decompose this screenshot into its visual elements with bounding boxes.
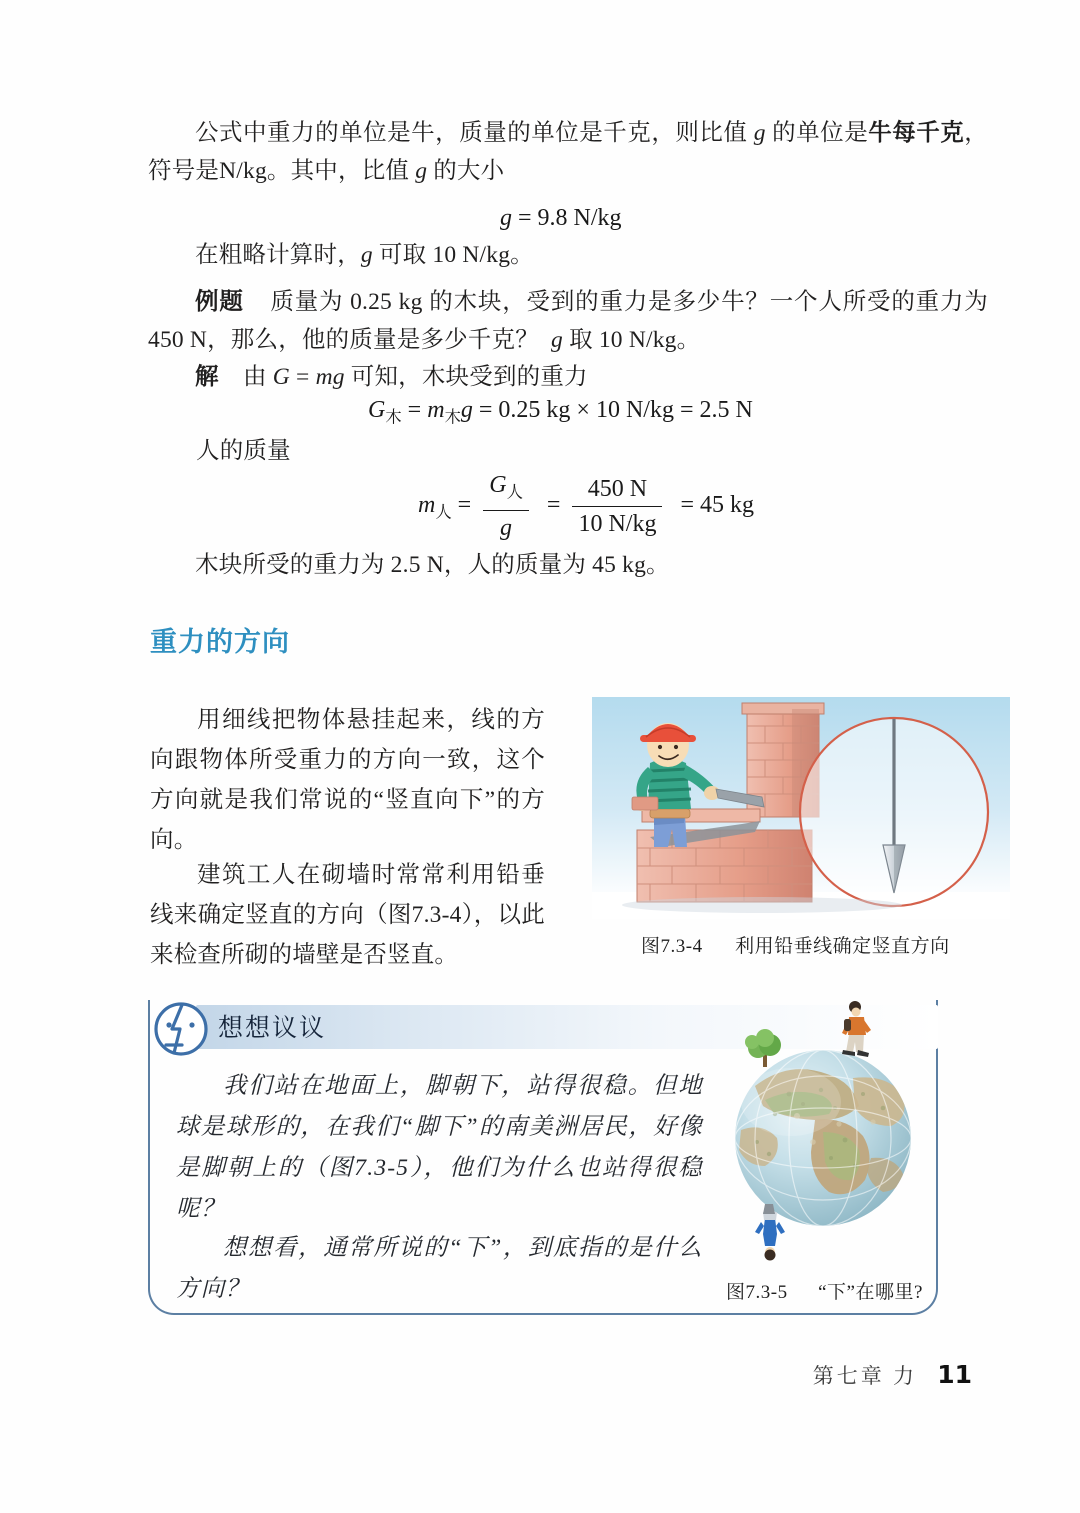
paragraph-string-direction: 用细线把物体悬挂起来，线的方向跟物体所受重力的方向一致，这个方向就是我们常说的“竖直向下”的方向。 bbox=[150, 707, 545, 853]
example-label: 例题 bbox=[195, 289, 244, 315]
paragraph-solution: 解 由 G = mg 可知，木块受到的重力 bbox=[195, 364, 588, 390]
figure-735-svg bbox=[703, 990, 943, 1265]
figure-bricklayer-plumb-line bbox=[592, 697, 1010, 919]
figure-735-number: 图7.3-5 bbox=[726, 1282, 788, 1303]
plumb-bob-magnifier bbox=[800, 718, 988, 906]
paragraph-units: 公式中重力的单位是牛，质量的单位是千克，则比值 g 的单位是牛每千克，符号是N/kg。其中，比值 g 的大小 bbox=[148, 120, 988, 184]
fraction-G-over-g: $\frac{G_人}{g}$ bbox=[483, 470, 529, 543]
section-heading-gravity-direction: 重力的方向 bbox=[150, 627, 290, 658]
paragraph-plumb-line: 建筑工人在砌墙时常常利用铅垂线来确定竖直的方向（图7.3-4），以此来检查所砌的墙壁是否竖直。 bbox=[150, 862, 545, 968]
paragraph-conclusion: 木块所受的重力为 2.5 N，人的质量为 45 kg。 bbox=[195, 552, 670, 578]
discuss-paragraph-2: 想想看，通常所说的“下”，到底指的是什么方向？ bbox=[176, 1235, 703, 1302]
figure-734-svg bbox=[592, 697, 1010, 919]
figure-globe-down-direction bbox=[703, 990, 943, 1265]
footer-chapter: 第七章 力 bbox=[812, 1364, 917, 1388]
formula-g-value: g = 9.8 N/kg bbox=[500, 205, 622, 231]
figure-734-text: 利用铅垂线确定竖直方向 bbox=[735, 936, 950, 957]
figure-734-number: 图7.3-4 bbox=[641, 936, 703, 957]
page-footer bbox=[813, 1360, 972, 1390]
page-number: 11 bbox=[937, 1360, 972, 1389]
paragraph-example: 例题 质量为 0.25 kg 的木块，受到的重力是多少牛？一个人所受的重力为 450 N，那么，他的质量是多少千克？ g 取 10 N/kg。 bbox=[148, 289, 988, 353]
paragraph-rough-calc: 在粗略计算时，g 可取 10 N/kg。 bbox=[195, 242, 534, 268]
person-standing-top bbox=[842, 1001, 871, 1057]
formula-person-mass: $m_人$ = $\frac{G_人}{g}$ = $\frac{450 N}{10 N/kg}$ = 45 kg bbox=[418, 472, 754, 541]
two-faces-thinking-icon bbox=[152, 1000, 210, 1058]
label-person-mass: 人的质量 bbox=[196, 438, 291, 464]
figure-735-caption bbox=[726, 1277, 923, 1304]
fraction-450N-over-10Nkg: $\frac{450 N}{10 N/kg}$ bbox=[572, 474, 662, 539]
think-and-discuss-title: 想想议议 bbox=[218, 1013, 327, 1042]
figure-735-text: “下”在哪里? bbox=[818, 1282, 923, 1303]
term-newton-per-kilogram: 牛每千克 bbox=[868, 120, 965, 146]
formula-wood-weight: $G_木 = m_木g = 0.25$ kg × 10 N/kg = 2.5 N bbox=[368, 397, 753, 427]
discuss-paragraph-1: 我们站在地面上，脚朝下，站得很稳。但地球是球形的，在我们“脚下”的南美洲居民，好像是脚朝上的（图7.3-5），他们为什么也站得很稳呢？ bbox=[176, 1073, 703, 1222]
tree-on-globe bbox=[745, 1029, 781, 1067]
figure-734-caption bbox=[641, 931, 950, 958]
solution-label: 解 bbox=[195, 364, 219, 390]
